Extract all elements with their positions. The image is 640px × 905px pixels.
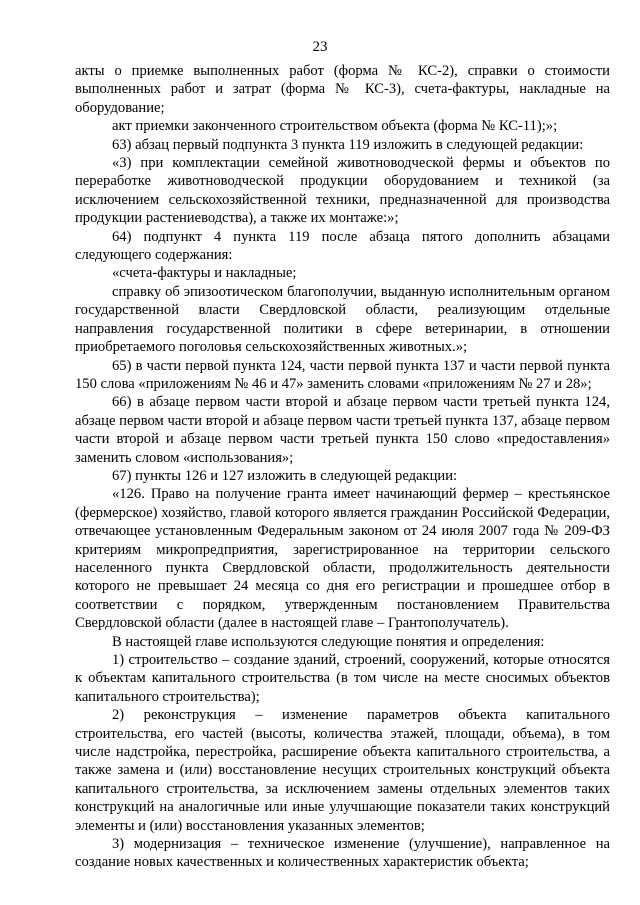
paragraph-epizootic-certificate: справку об эпизоотическом благополучии, выданную исполнительным органом государственной власти Свердловской области, реализующим отдельные направления государственной политики в сфере ветеринарии, в отношении приобретаемого поголовья сельскохозяйственных животных.»; <box>75 283 610 356</box>
page-number: 23 <box>312 39 328 55</box>
paragraph-ks2-ks3-acts: акты о приемке выполненных работ (форма № КС-2), справки о стоимости выполненных работ и затрат (форма № КС-3), счета-фактуры, накладные на оборудование; <box>75 63 610 116</box>
paragraph-invoices: «счета-фактуры и накладные; <box>112 265 297 282</box>
paragraph-ks11-act: акт приемки законченного строительством объекта (форма № КС-11);»; <box>112 118 558 135</box>
paragraph-item-67: 67) пункты 126 и 127 изложить в следующей редакции: <box>112 467 458 484</box>
paragraph-definitions-intro: В настоящей главе используются следующие понятия и определения: <box>112 633 545 650</box>
paragraph-item-64: 64) подпункт 4 пункта 119 после абзаца пятого дополнить абзацами следующего содержания: <box>75 228 610 264</box>
paragraph-item-63: 63) абзац первый подпункта 3 пункта 119 изложить в следующей редакции: <box>112 136 584 153</box>
paragraph-definition-construction: 1) строительство – создание зданий, строений, сооружений, которые относятся к объектам капитального строительства (в том числе на месте сносимых объектов капитального строительства); <box>75 652 610 705</box>
paragraph-item-65: 65) в части первой пункта 124, части первой пункта 137 и части первой пункта 150 слова «приложениям № 46 и 47» заменить словами «приложениям № 27 и 28»; <box>75 357 610 392</box>
paragraph-subitem-3-text: «3) при комплектации семейной животноводческой фермы и объектов по переработке животноводческой продукции оборудованием и техникой (за исключением сельскохозяйственной техники, предназначенной для производства продукции растениеводства), а также их монтаже:»; <box>75 155 610 227</box>
paragraph-definition-modernization: 3) модернизация – техническое изменение (улучшение), направленное на создание новых качественных и количественных характеристик объекта; <box>75 836 610 871</box>
paragraph-definition-reconstruction: 2) реконструкция – изменение параметров объекта капитального строительства, его частей (высоты, количества этажей, площади, объема), в том числе надстройка, перестройка, расширение объекта капитального строительства, а также замена и (или) восстановление несущих строительных конструкций объекта капитального строительства, за исключением замены отдельных элементов таких конструкций на аналогичные или иные улучшающие показатели таких конструкций элементы и (или) восстановления указанных элементов; <box>75 707 610 834</box>
document-body <box>75 62 610 872</box>
paragraph-item-66: 66) в абзаце первом части второй и абзаце первом части третьей пункта 124, абзаце первом части второй и абзаце первом части третьей пункта 137, абзаце первом части второй и абзаце первом части третьей пункта 150 слово «предоставления» заменить словом «использования»; <box>75 394 610 466</box>
paragraph-clause-126: «126. Право на получение гранта имеет начинающий фермер – крестьянское (фермерское) хозяйство, главой которого является гражданин Российской Федерации, отвечающее установленным Федеральным законом от 24 июля 2007 года № 209-ФЗ критериям микропредприятия, зарегистрированное на территории сельского населенного пункта Свердловской области, продолжительность деятельности которого не превышает 24 месяца со дня его регистрации и прошедшее отбор в соответствии с порядком, утвержденным постановлением Правительства Свердловской области (далее в настоящей главе – Грантополучатель). <box>75 486 610 632</box>
